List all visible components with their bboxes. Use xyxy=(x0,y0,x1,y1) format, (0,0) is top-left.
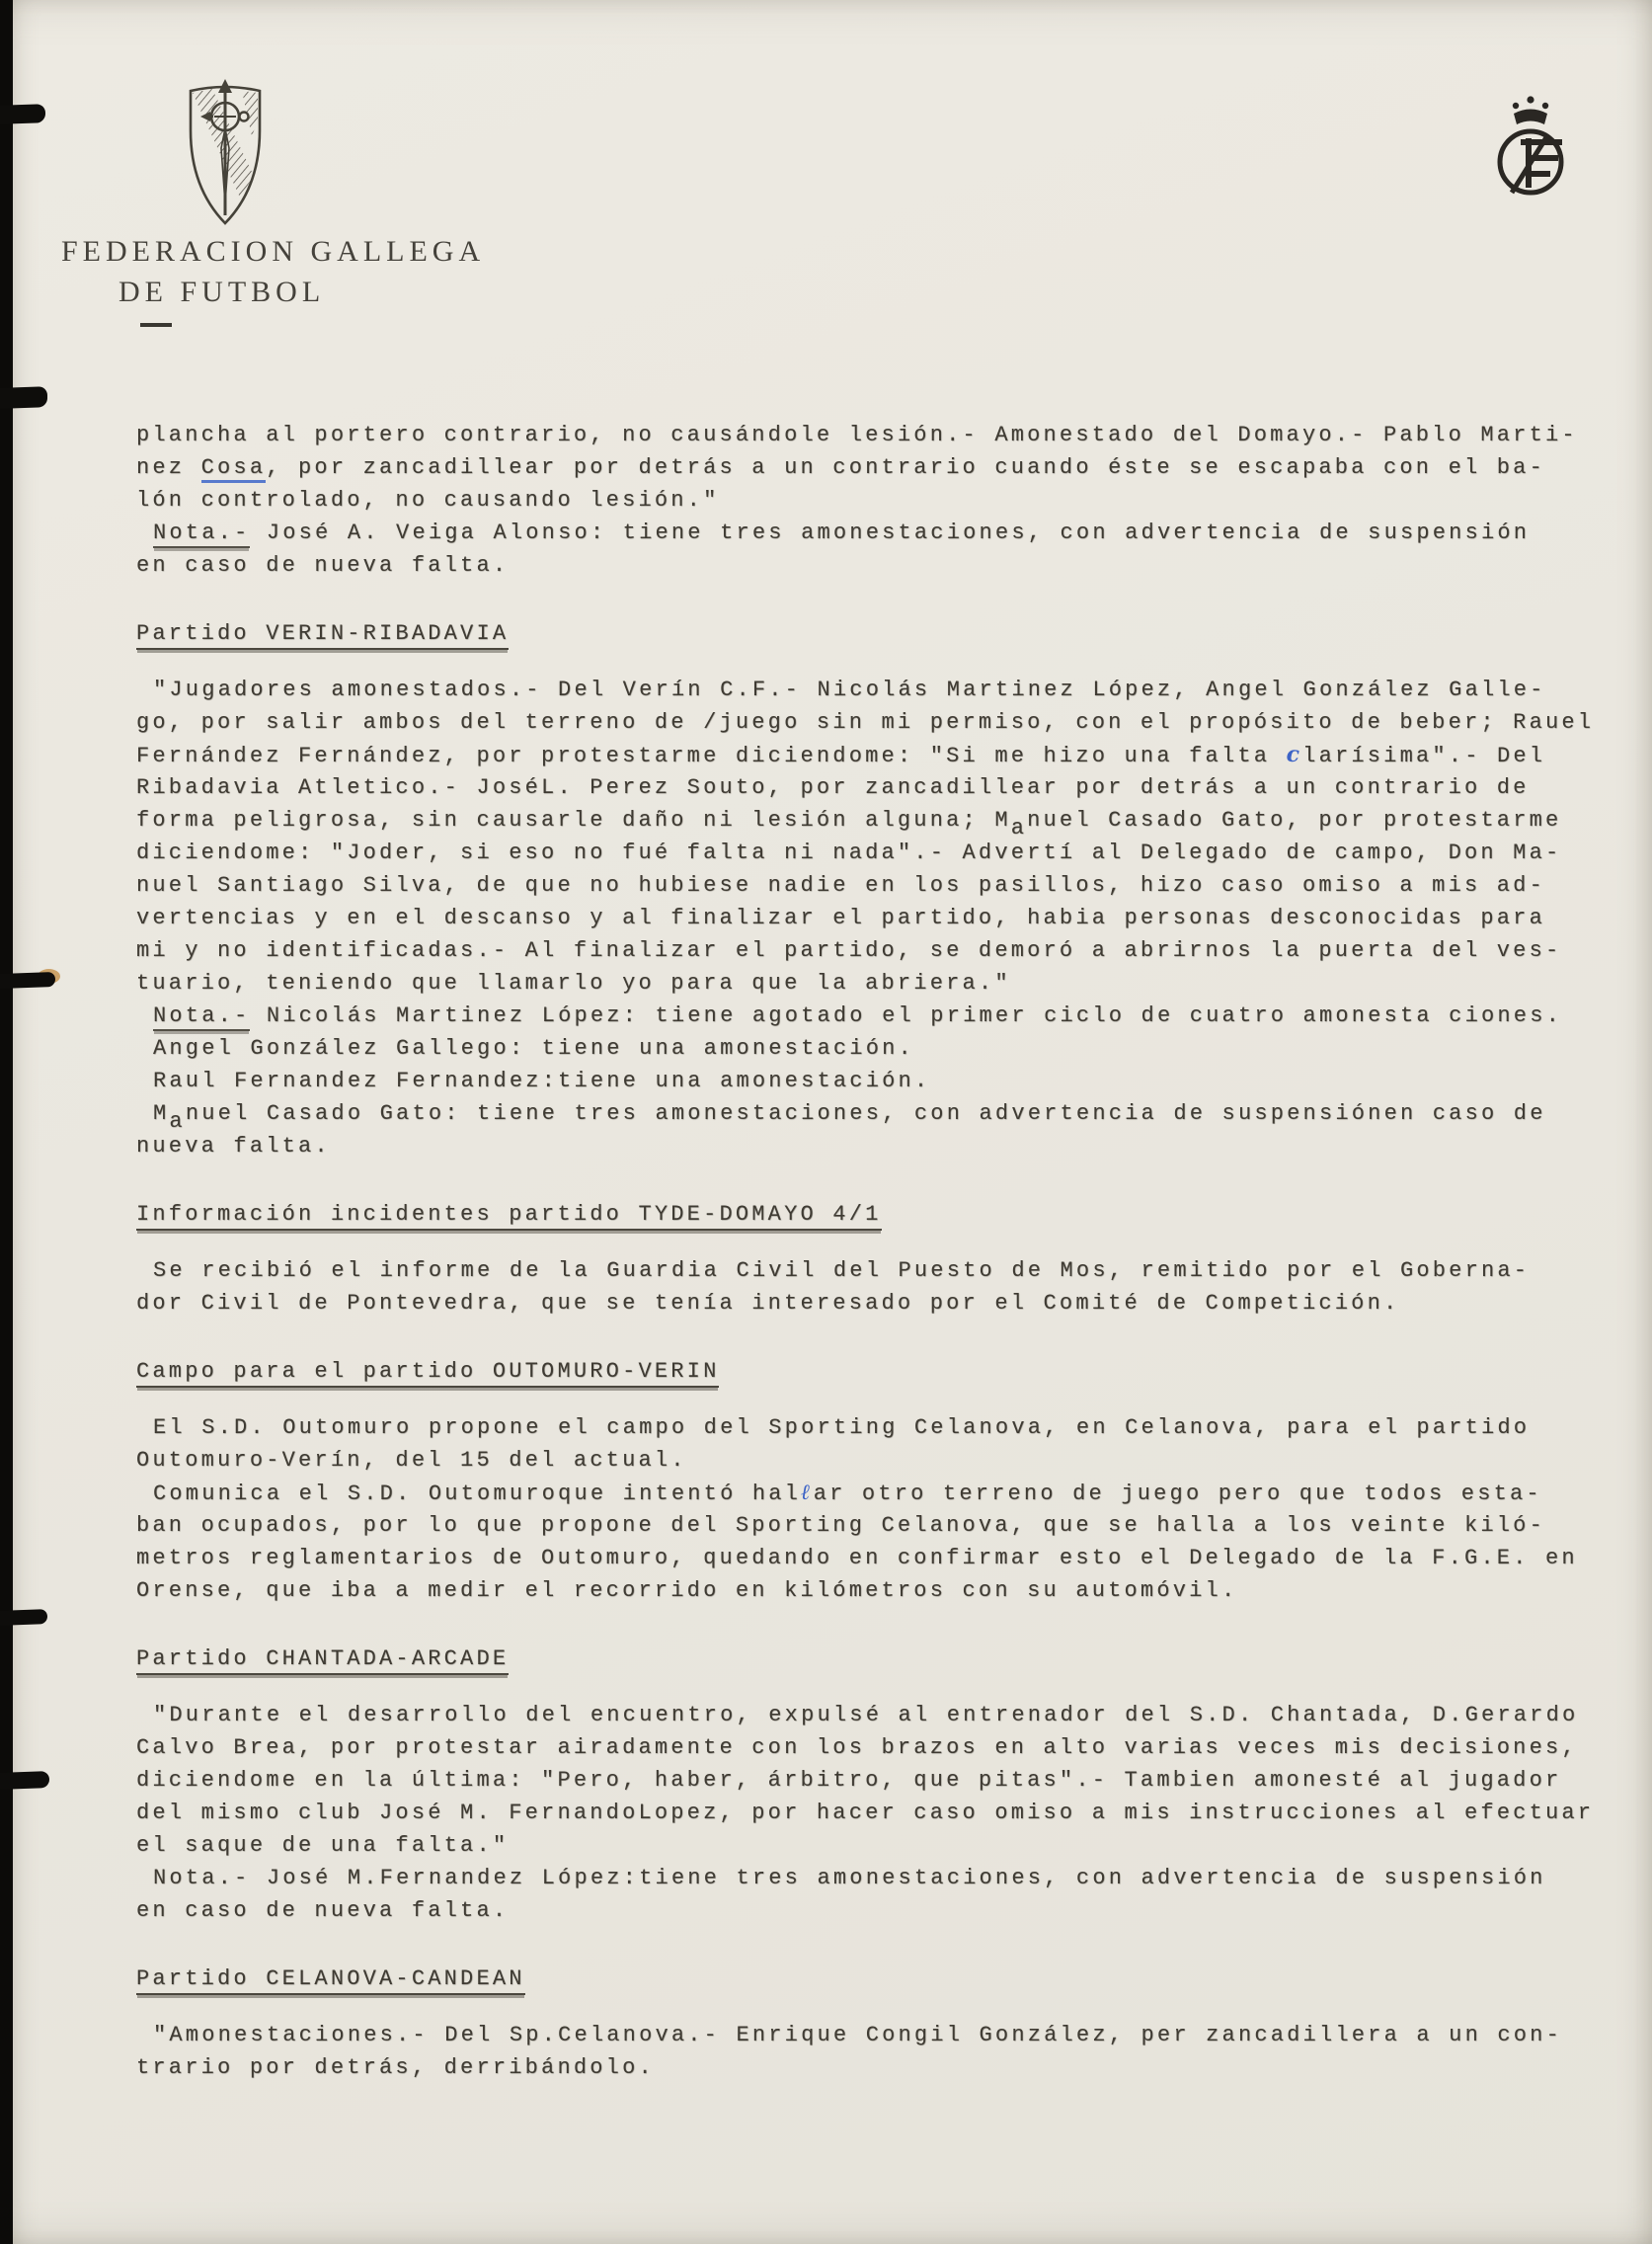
text-line xyxy=(136,967,1633,1000)
text-segment: trario por detrás, derribándolo. xyxy=(136,2055,655,2080)
text-line xyxy=(136,1542,1633,1574)
paragraph xyxy=(136,1411,1633,1607)
paragraph xyxy=(136,1862,1633,1927)
text-segment: Nicolás Martinez López: tiene agotado el primer ciclo de cuatro amonesta ciones. xyxy=(250,1003,1562,1028)
section-heading-text: Campo para el partido OUTOMURO-VERIN xyxy=(136,1359,719,1388)
text-segment: vertencias y en el descanso y al finalizar el partido, habia personas desconocidas para xyxy=(136,906,1545,930)
text-segment: nuel Casado Gato: tiene tres amonestaciones, con advertencia de suspensiónen caso de xyxy=(185,1101,1546,1126)
text-segment: Orense, que iba a medir el recorrido en kilómetros con su automóvil. xyxy=(136,1578,1238,1603)
text-line xyxy=(136,1574,1633,1607)
text-segment: Se recibió el informe de la Guardia Civil del Puesto de Mos, remitido por el Goberna- xyxy=(153,1258,1531,1283)
text-line xyxy=(136,1065,1633,1097)
section-heading-text: Información incidentes partido TYDE-DOMAYO 4/1 xyxy=(136,1202,882,1231)
text-line xyxy=(136,804,1633,841)
text-line xyxy=(136,674,1633,706)
binder-tear xyxy=(0,1771,49,1790)
text-line xyxy=(136,934,1633,967)
text-line xyxy=(136,1862,1633,1894)
text-line xyxy=(136,706,1633,739)
text-segment: Raul Fernandez Fernandez:tiene una amonestación. xyxy=(153,1069,931,1093)
blue-text: c xyxy=(1286,742,1303,767)
text-line xyxy=(136,902,1633,934)
section-heading-text: Partido VERIN-RIBADAVIA xyxy=(136,621,509,650)
text-segment: larísima".- Del xyxy=(1302,744,1546,768)
text-line xyxy=(136,419,1633,451)
text-line xyxy=(136,1032,1633,1065)
paragraph xyxy=(136,674,1633,1000)
section-heading xyxy=(136,617,1633,650)
text-segment: lón controlado, no causando lesión." xyxy=(136,488,720,513)
u-text: Nota.- xyxy=(153,1003,250,1031)
text-segment: Comunica el S.D. Outomuroque intentó hal xyxy=(153,1482,802,1506)
text-line xyxy=(136,1797,1633,1829)
paragraph xyxy=(136,1699,1633,1862)
text-segment: dor Civil de Pontevedra, que se tenía interesado por el Comité de Competición. xyxy=(136,1291,1400,1316)
blue-text: ℓ xyxy=(801,1480,814,1505)
text-segment: ban ocupados, por lo que propone del Sporting Celanova, que se halla a los veinte kiló- xyxy=(136,1513,1545,1538)
bluemark-text: Cosa xyxy=(201,455,267,483)
text-line xyxy=(136,1000,1633,1032)
u-text: Nota.- xyxy=(153,521,250,548)
organization-name-line1: FEDERACION GALLEGA xyxy=(61,235,486,268)
section-heading xyxy=(136,1198,1633,1231)
binder-tear xyxy=(0,1609,47,1626)
text-line xyxy=(136,451,1633,484)
text-line xyxy=(136,1130,1633,1162)
text-line xyxy=(136,1097,1633,1134)
text-line xyxy=(136,2051,1633,2084)
text-segment: Ribadavia Atletico.- JoséL. Perez Souto, por zancadillear por detrás a un contrario de xyxy=(136,775,1530,800)
text-line xyxy=(136,484,1633,517)
text-line xyxy=(136,1894,1633,1927)
letterhead-rule xyxy=(140,323,172,327)
text-line xyxy=(136,1254,1633,1287)
text-line xyxy=(136,1477,1633,1509)
text-segment: ar otro terreno de juego pero que todos esta- xyxy=(813,1482,1542,1506)
text-segment: nez xyxy=(136,455,201,480)
section-heading-text: Partido CELANOVA-CANDEAN xyxy=(136,1966,525,1995)
text-segment: forma peligrosa, sin causarle daño ni lesión alguna; M xyxy=(136,808,1011,833)
binder-tear xyxy=(0,386,47,409)
text-segment: El S.D. Outomuro propone el campo del Sporting Celanova, en Celanova, para el partido xyxy=(153,1415,1531,1440)
text-segment: Angel González Gallego: tiene una amonestación. xyxy=(153,1036,914,1061)
text-segment: Outomuro-Verín, del 15 del actual. xyxy=(136,1448,687,1473)
section-heading xyxy=(136,1963,1633,1995)
text-segment: nuel Casado Gato, por protestarme xyxy=(1027,808,1562,833)
scan-black-edge xyxy=(0,0,13,2244)
sub-text: a xyxy=(1010,816,1028,841)
text-segment: "Durante el desarrollo del encuentro, expulsé al entrenador del S.D. Chantada, D.Gerardo xyxy=(153,1703,1579,1727)
text-segment: plancha al portero contrario, no causándole lesión.- Amonestado del Domayo.- Pablo Marti- xyxy=(136,423,1578,447)
text-segment: diciendome: "Joder, si eso no fué falta ni nada".- Advertí al Delegado de campo, Don Ma- xyxy=(136,841,1562,865)
text-line xyxy=(136,1699,1633,1731)
text-line xyxy=(136,739,1633,771)
text-segment: metros reglamentarios de Outomuro, quedando en confirmar esto el Delegado de la F.G.E. en xyxy=(136,1546,1578,1570)
text-line xyxy=(136,869,1633,902)
paragraph xyxy=(136,517,1633,582)
binder-tear xyxy=(0,972,55,989)
text-segment: tuario, teniendo que llamarlo yo para que la abriera." xyxy=(136,971,1011,996)
text-segment: , por zancadillear por detrás a un contrario cuando éste se escapaba con el ba- xyxy=(266,455,1545,480)
text-line xyxy=(136,1444,1633,1477)
text-segment: Calvo Brea, por protestar airadamente con los brazos en alto varias veces mis decisiones, xyxy=(136,1735,1578,1760)
text-line xyxy=(136,2019,1633,2051)
text-segment: "Jugadores amonestados.- Del Verín C.F.- Nicolás Martinez López, Angel González Galle- xyxy=(153,678,1546,702)
text-line xyxy=(136,1829,1633,1862)
text-segment: del mismo club José M. FernandoLopez, por hacer caso omiso a mis instrucciones al efectuar xyxy=(136,1801,1595,1825)
text-segment: go, por salir ambos del terreno de /juego sin mi permiso, con el propósito de beber; Rauel xyxy=(136,710,1595,735)
binder-tear xyxy=(0,104,45,124)
text-line xyxy=(136,771,1633,804)
text-line xyxy=(136,1411,1633,1444)
text-segment: en caso de nueva falta. xyxy=(136,1898,510,1923)
text-line xyxy=(136,1509,1633,1542)
section-heading-text: Partido CHANTADA-ARCADE xyxy=(136,1646,509,1675)
text-line xyxy=(136,1764,1633,1797)
text-line xyxy=(136,837,1633,869)
text-segment: M xyxy=(153,1101,170,1126)
text-segment: "Amonestaciones.- Del Sp.Celanova.- Enrique Congil González, per zancadillera a un con- xyxy=(153,2023,1562,2047)
text-line xyxy=(136,517,1633,549)
text-segment: nuel Santiago Silva, de que no hubiese nadie en los pasillos, hizo caso omiso a mis ad- xyxy=(136,873,1545,898)
section-heading xyxy=(136,1355,1633,1388)
text-line xyxy=(136,1287,1633,1320)
organization-name-line2: DE FUTBOL xyxy=(118,276,326,308)
sub-text: a xyxy=(169,1109,186,1134)
text-segment: el saque de una falta." xyxy=(136,1833,510,1858)
federation-shield-icon xyxy=(183,77,268,229)
paragraph xyxy=(136,1254,1633,1320)
text-segment: en caso de nueva falta. xyxy=(136,553,510,578)
text-segment: José A. Veiga Alonso: tiene tres amonestaciones, con advertencia de suspensión xyxy=(250,521,1531,545)
paragraph xyxy=(136,2019,1633,2084)
text-line xyxy=(136,549,1633,582)
crowned-crest-icon xyxy=(1487,93,1574,207)
text-segment: mi y no identificadas.- Al finalizar el partido, se demoró a abrirnos la puerta del ves- xyxy=(136,938,1562,963)
paragraph xyxy=(136,1000,1633,1162)
document-body xyxy=(136,419,1633,2084)
section-heading xyxy=(136,1643,1633,1675)
paragraph xyxy=(136,419,1633,517)
text-segment: diciendome en la última: "Pero, haber, árbitro, que pitas".- Tambien amonesté al jugador xyxy=(136,1768,1562,1793)
text-line xyxy=(136,1731,1633,1764)
text-segment: Fernández Fernández, por protestarme diciendome: "Si me hizo una falta xyxy=(136,744,1287,768)
text-segment: nueva falta. xyxy=(136,1134,331,1159)
text-segment: Nota.- José M.Fernandez López:tiene tres amonestaciones, con advertencia de suspensión xyxy=(153,1866,1546,1890)
